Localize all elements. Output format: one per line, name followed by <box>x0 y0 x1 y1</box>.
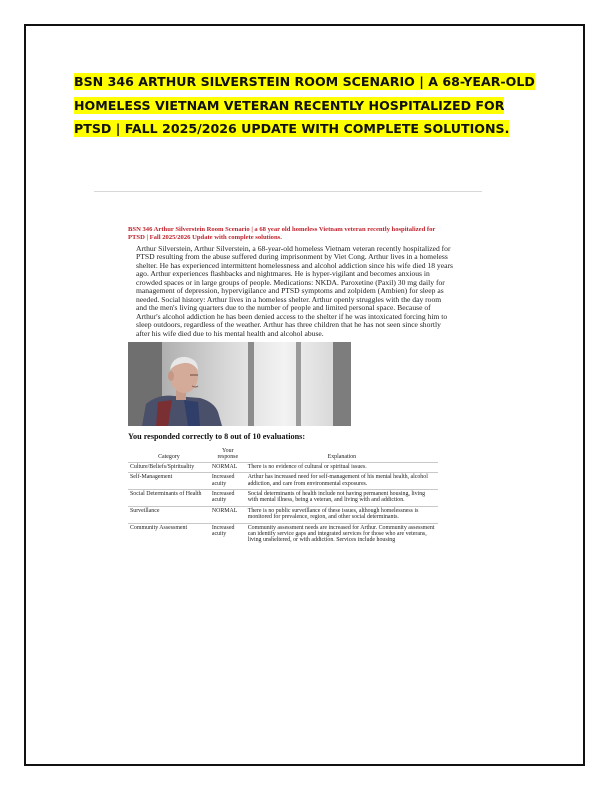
table-row <box>128 490 438 507</box>
divider <box>94 191 482 192</box>
row-response: Increased acuity <box>210 473 246 490</box>
document-title <box>74 70 544 141</box>
score-summary: You responded correctly to 8 out of 10 evaluations: <box>128 431 306 441</box>
row-category: Social Determinants of Health <box>128 490 210 507</box>
veteran-photo <box>128 342 351 426</box>
evaluation-table <box>128 447 438 546</box>
table-row <box>128 473 438 490</box>
row-explanation: There is no evidence of cultural or spiritual issues. <box>246 462 438 472</box>
header-response: Your response <box>217 447 239 461</box>
table-row <box>128 462 438 472</box>
row-category: Culture/Beliefs/Spirituality <box>128 462 210 472</box>
table-row <box>128 506 438 523</box>
veteran-photo-illustration <box>128 342 351 426</box>
header-category: Category <box>158 454 180 461</box>
embedded-heading: BSN 346 Arthur Silverstein Room Scenario | a 68 year old homeless Vietnam veteran recently hospitalized for PTSD | Fall 2025/2026 Update with complete solutions. <box>128 226 436 241</box>
row-category: Surveillance <box>128 506 210 523</box>
row-response: NORMAL <box>210 506 246 523</box>
row-explanation: Arthur has increased need for self-management of his mental health, alcohol addiction, and care from environmental exposures. <box>246 473 438 490</box>
table-header-row <box>128 447 438 462</box>
table-row <box>128 523 438 546</box>
row-response: Increased acuity <box>210 490 246 507</box>
embedded-paragraph: Arthur Silverstein, Arthur Silverstein, a 68-year-old homeless Vietnam veteran recently hospitalized for PTSD resulting from the abuse suffered during imprisonment by Viet Cong. Arthur lives in a homeless shelter. He has experienced intermittent homelessness and alcohol addiction since his wife died 18 years ago. Arthur experiences flashbacks and nightmares. He is hyper-vigilant and becomes anxious in crowded spaces or in large groups of people. Medications: NKDA. Paroxetine (Paxil) 30 mg daily for management of depression, hypervigilance and PTSD symptoms and zolpidem (Ambien) for sleep as needed. Social history: Arthur lives in a homeless shelter. Arthur openly struggles with the day room and the men's living quarters due to the number of people and limited personal space. Because of Arthur's alcohol addiction he has been denied access to the shelter if he was intoxicated forcing him to sleep outdoors, regardless of the weather. Arthur has three children that he has not seen since shortly after his wife died due to his mental health and alcohol abuse. <box>136 244 453 338</box>
header-explanation: Explanation <box>327 454 357 461</box>
row-explanation: Social determinants of health include not having permanent housing, living with mental illness, being a veteran, and living with and addiction. <box>246 490 438 507</box>
row-response: Increased acuity <box>210 523 246 546</box>
embedded-page-image <box>128 226 458 546</box>
row-response: NORMAL <box>210 462 246 472</box>
row-explanation: Community assessment needs are increased for Arthur. Community assessment can identify service gaps and integrated services for those who are veterans, living unsheltered, or with addiction. Services include housing <box>246 523 438 546</box>
row-category: Self-Management <box>128 473 210 490</box>
row-explanation: There is no public surveillance of these issues, although homelessness is monitored for prevalence, region, and other social determinants. <box>246 506 438 523</box>
document-title-text: BSN 346 ARTHUR SILVERSTEIN ROOM SCENARIO | A 68-YEAR-OLD HOMELESS VIETNAM VETERAN RECENTLY HOSPITALIZED FOR PTSD | FALL 2025/2026 UPDATE WITH COMPLETE SOLUTIONS. <box>74 74 535 136</box>
row-category: Community Assessment <box>128 523 210 546</box>
